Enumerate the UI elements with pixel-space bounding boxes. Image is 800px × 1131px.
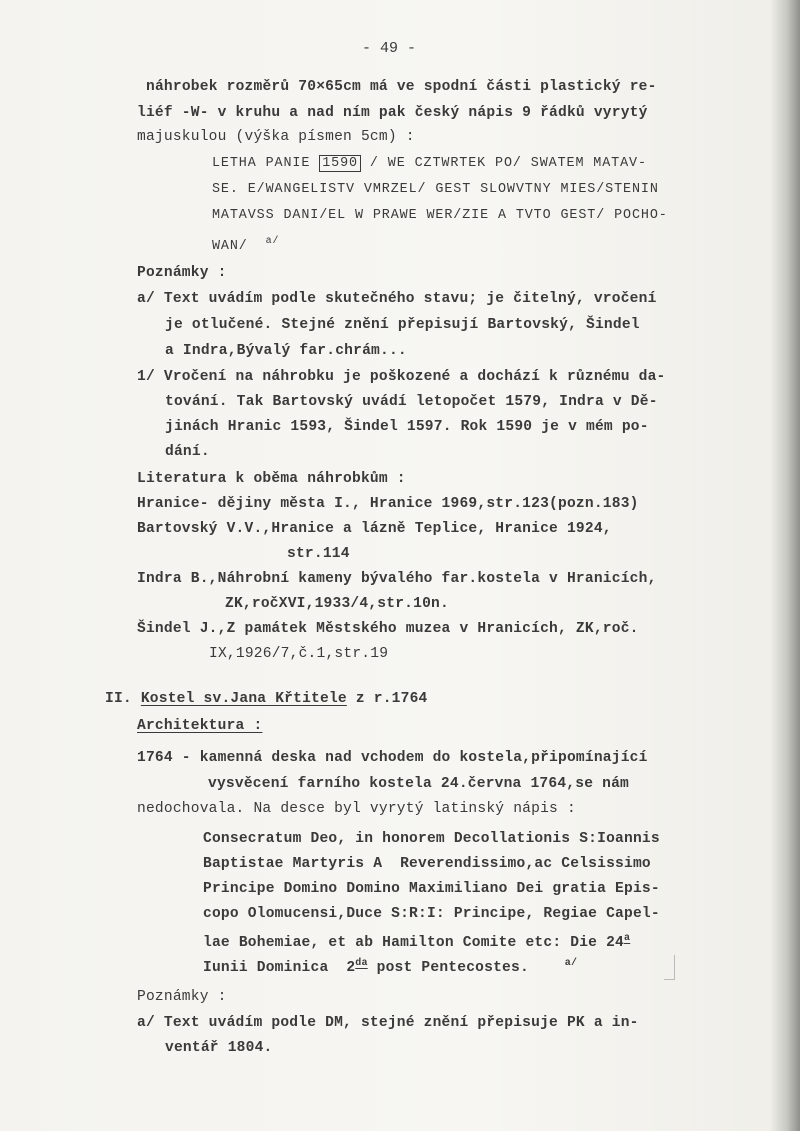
inscription2-line-5: lae Bohemiae, et ab Hamilton Comite etc: Die 24$^a$	[203, 933, 631, 951]
notes2-a-line-2: ventář 1804.	[165, 1040, 273, 1056]
inscription2-line-3: Principe Domino Domino Maximiliano Dei gratia Epis-	[203, 881, 660, 897]
inscription2-line-2: Baptistae Martyris A Reverendissimo,ac Celsissimo	[203, 856, 651, 872]
notes1-1-line-1: 1/ Vročení na náhrobku je poškozené a dochází k různému da-	[137, 369, 666, 385]
section2-number: II.	[105, 691, 132, 707]
notes1-1-line-3: jinách Hranic 1593, Šindel 1597. Rok 1590 je v mém po-	[165, 419, 649, 435]
notes1-a-line-3: a Indra,Bývalý far.chrám...	[165, 343, 407, 359]
inscription1-line-4: WAN/ $^{a/}$	[212, 236, 280, 254]
literature-line-7: IX,1926/7,č.1,str.19	[209, 646, 389, 662]
intro-line-3: majuskulou (výška písmen 5cm) :	[137, 129, 415, 145]
inscription1-line-1: LETHA PANIE 1590 / WE CZTWRTEK PO/ SWATEM MATAV-	[212, 156, 647, 171]
footnote-marker: a/	[265, 236, 280, 247]
architecture-heading: Architektura :	[137, 718, 263, 734]
literature-line-4: Indra B.,Náhrobní kameny bývalého far.kostela v Hranicích,	[137, 571, 657, 587]
notes2-heading: Poznámky :	[137, 989, 227, 1005]
literature-line-5: ZK,ročXVI,1933/4,str.10n.	[225, 596, 449, 612]
inscription1-year: 1590	[319, 155, 361, 172]
notes1-1-line-4: dání.	[165, 444, 210, 460]
section2-paragraph-line-1: 1764 - kamenná deska nad vchodem do kostela,připomínající	[137, 750, 648, 766]
intro-line-2: liéf -W- v kruhu a nad ním pak český nápis 9 řádků vyrytý	[137, 105, 648, 121]
notes1-heading: Poznámky :	[137, 265, 227, 281]
literature-line-6: Šindel J.,Z památek Městského muzea v Hranicích, ZK,roč.	[137, 621, 639, 637]
inscription1-line-2: SE. E/WANGELISTV VMRZEL/ GEST SLOWVTNY MIES/STENIN	[212, 182, 659, 197]
section2-title: Kostel sv.Jana Křtitele	[140, 691, 347, 707]
section2-heading: II. Kostel sv.Jana Křtitele z r.1764	[105, 691, 428, 707]
notes1-1-line-2: tování. Tak Bartovský uvádí letopočet 1579, Indra v Dě-	[165, 394, 658, 410]
inscription1-line-3: MATAVSS DANI/EL W PRAWE WER/ZIE A TVTO GEST/ POCHO-	[212, 208, 668, 223]
notes2-a-line-1: a/ Text uvádím podle DM, stejné znění přepisuje PK a in-	[137, 1015, 639, 1031]
inscription2-line-6: Iunii Dominica $2^{da}$ post Pentecostes. $^{a/}$	[203, 958, 578, 976]
intro-line-1: náhrobek rozměrů 70×65cm má ve spodní části plastický re-	[146, 79, 657, 95]
page-number: - 49 -	[362, 40, 417, 57]
literature-line-3: str.114	[287, 546, 350, 562]
inscription2-line-1: Consecratum Deo, in honorem Decollationis S:Ioannis	[203, 831, 660, 847]
section2-paragraph-line-3: nedochovala. Na desce byl vyrytý latinský nápis :	[137, 801, 576, 817]
notes1-a-line-1: a/ Text uvádím podle skutečného stavu; je čitelný, vročení	[137, 291, 657, 307]
notes1-a-line-2: je otlučené. Stejné znění přepisují Bartovský, Šindel	[165, 317, 640, 333]
bracket-mark	[664, 955, 675, 980]
literature-line-2: Bartovský V.V.,Hranice a lázně Teplice, Hranice 1924,	[137, 521, 612, 537]
inscription2-line-4: copo Olomucensi,Duce S:R:I: Principe, Regiae Capel-	[203, 906, 660, 922]
footnote-marker: a/	[564, 958, 578, 969]
scan-edge-shadow	[770, 0, 800, 1131]
literature-heading: Literatura k oběma náhrobkům :	[137, 471, 406, 487]
section2-paragraph-line-2: vysvěcení farního kostela 24.června 1764,se nám	[208, 776, 630, 792]
literature-line-1: Hranice- dějiny města I., Hranice 1969,str.123(pozn.183)	[137, 496, 639, 512]
